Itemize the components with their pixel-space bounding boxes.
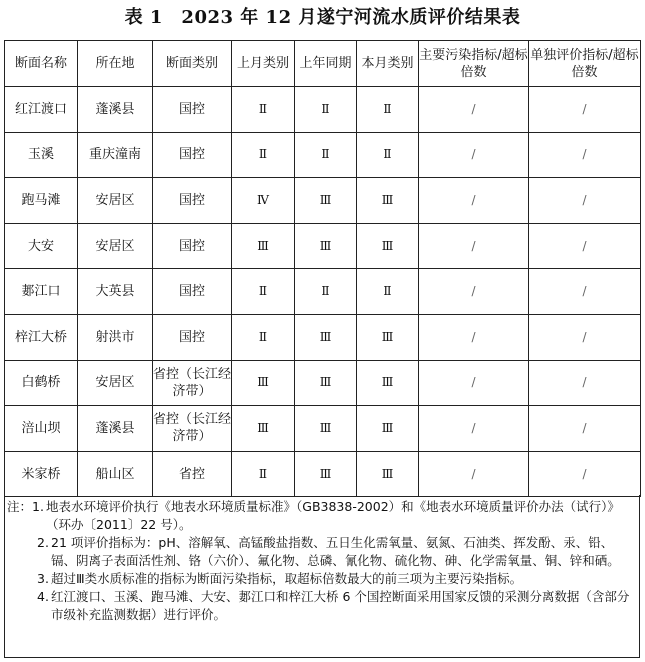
note-text: 红江渡口、玉溪、跑马滩、大安、郪江口和梓江大桥 6 个国控断面采用国家反馈的采测分离数据（含部分市级补充监测数据）进行评价。 [51,589,630,622]
cell-location: 大英县 [78,269,153,315]
cell-location: 安居区 [78,223,153,269]
cell-single: / [529,360,641,406]
header-last-year: 上年同期 [295,41,357,87]
note-number: 1. [32,499,44,514]
cell-name: 米家桥 [5,451,78,497]
cell-last-year: Ⅲ [295,178,357,224]
header-location: 所在地 [78,41,153,87]
cell-single: / [529,87,641,133]
cell-this-month: Ⅱ [357,132,419,178]
cell-location: 安居区 [78,360,153,406]
cell-location: 船山区 [78,451,153,497]
table-row [5,223,641,269]
header-row [5,41,641,87]
table-row [5,314,641,360]
table-notes [4,495,640,658]
table-row [5,451,641,497]
header-name: 断面名称 [5,41,78,87]
cell-single: / [529,223,641,269]
cell-name: 红江渡口 [5,87,78,133]
cell-pollutants: / [419,269,529,315]
table-title: 表 1 2023 年 12 月遂宁河流水质评价结果表 [124,7,521,28]
cell-pollutants: / [419,314,529,360]
cell-this-month: Ⅲ [357,314,419,360]
table-row [5,178,641,224]
cell-name: 跑马滩 [5,178,78,224]
cell-pollutants: / [419,223,529,269]
cell-last-month: Ⅱ [232,314,295,360]
table-row [5,132,641,178]
cell-category: 省控（长江经济带） [153,360,232,406]
cell-location: 安居区 [78,178,153,224]
note-text: 21 项评价指标为：pH、溶解氧、高锰酸盐指数、五日生化需氧量、氨氮、石油类、挥发酚、汞、铅、镉、阴离子表面活性剂、铬（六价）、氟化物、总磷、氰化物、硫化物、砷、化学需氧量、铜、锌和硒。 [51,535,620,568]
note-item [7,588,633,624]
cell-name: 梓江大桥 [5,314,78,360]
cell-category: 国控 [153,269,232,315]
cell-single: / [529,178,641,224]
note-item [7,570,633,588]
cell-this-month: Ⅲ [357,178,419,224]
cell-last-month: Ⅱ [232,87,295,133]
table-row [5,87,641,133]
cell-pollutants: / [419,87,529,133]
cell-category: 省控（长江经济带） [153,406,232,452]
cell-single: / [529,314,641,360]
cell-category: 国控 [153,87,232,133]
notes-label: 注： [7,499,33,514]
cell-last-month: Ⅳ [232,178,295,224]
cell-location: 射洪市 [78,314,153,360]
cell-pollutants: / [419,178,529,224]
cell-category: 国控 [153,132,232,178]
table-row [5,360,641,406]
cell-single: / [529,132,641,178]
cell-category: 国控 [153,314,232,360]
cell-last-year: Ⅲ [295,451,357,497]
cell-this-month: Ⅲ [357,223,419,269]
cell-single: / [529,269,641,315]
cell-name: 涪山坝 [5,406,78,452]
note-text: 地表水环境评价执行《地表水环境质量标准》（GB3838-2002）和《地表水环境质量评价办法（试行）》（环办〔2011〕22 号）。 [46,499,620,532]
cell-last-year: Ⅲ [295,360,357,406]
cell-this-month: Ⅱ [357,269,419,315]
cell-last-month: Ⅱ [232,451,295,497]
note-item [7,498,633,534]
cell-this-month: Ⅲ [357,451,419,497]
cell-last-year: Ⅱ [295,87,357,133]
cell-last-year: Ⅱ [295,269,357,315]
cell-this-month: Ⅲ [357,360,419,406]
cell-location: 蓬溪县 [78,406,153,452]
cell-single: / [529,451,641,497]
cell-location: 蓬溪县 [78,87,153,133]
note-item [7,534,633,570]
water-quality-table [4,40,641,497]
note-number: 4. [37,589,49,604]
table-row [5,406,641,452]
cell-pollutants: / [419,132,529,178]
cell-last-month: Ⅲ [232,360,295,406]
header-pollutants: 主要污染指标/超标倍数 [419,41,529,87]
cell-category: 国控 [153,178,232,224]
header-single: 单独评价指标/超标倍数 [529,41,641,87]
header-category: 断面类别 [153,41,232,87]
cell-last-year: Ⅲ [295,406,357,452]
cell-location: 重庆潼南 [78,132,153,178]
cell-name: 大安 [5,223,78,269]
cell-this-month: Ⅱ [357,87,419,133]
cell-last-year: Ⅲ [295,314,357,360]
note-number: 3. [37,571,49,586]
cell-pollutants: / [419,360,529,406]
cell-name: 白鹤桥 [5,360,78,406]
cell-name: 郪江口 [5,269,78,315]
cell-last-year: Ⅱ [295,132,357,178]
cell-last-month: Ⅲ [232,223,295,269]
header-this-month: 本月类别 [357,41,419,87]
cell-last-year: Ⅲ [295,223,357,269]
cell-last-month: Ⅱ [232,132,295,178]
cell-this-month: Ⅲ [357,406,419,452]
table-row [5,269,641,315]
cell-category: 国控 [153,223,232,269]
cell-category: 省控 [153,451,232,497]
cell-last-month: Ⅱ [232,269,295,315]
note-number: 2. [37,535,49,550]
cell-name: 玉溪 [5,132,78,178]
cell-last-month: Ⅲ [232,406,295,452]
cell-pollutants: / [419,451,529,497]
note-text: 超过Ⅲ类水质标准的指标为断面污染指标，取超标倍数最大的前三项为主要污染指标。 [51,571,523,586]
header-last-month: 上月类别 [232,41,295,87]
cell-single: / [529,406,641,452]
cell-pollutants: / [419,406,529,452]
